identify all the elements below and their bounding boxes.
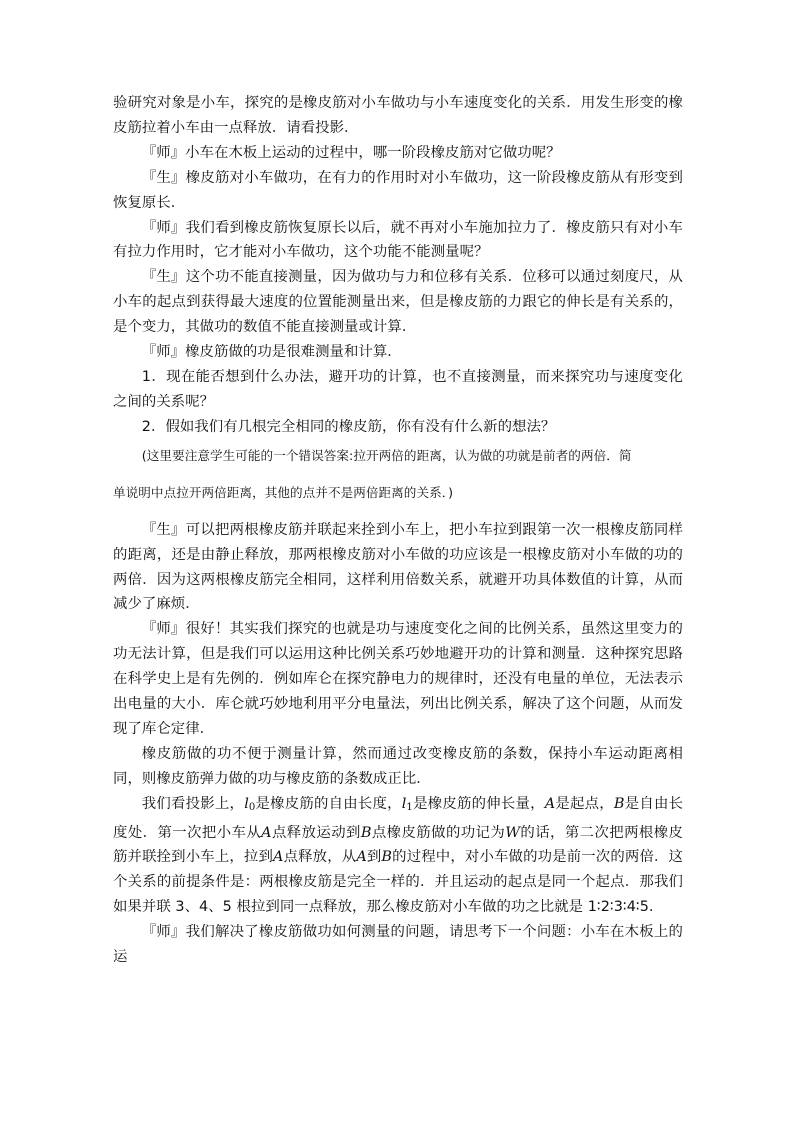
paragraph: 『师』很好！其实我们探究的也就是功与速度变化之间的比例关系，虽然这里变力的功无法计算，但是我们可以运用这种比例关系巧妙地避开功的计算和测量．这种探究思路在科学史上是有先例的．例如库仑在探究静电力的规律时，还没有电量的单位，无法表示出电量的大小．库仑就巧妙地利用平分电量法，列出比例关系，解决了这个问题，从而发现了库仑定律． <box>113 621 683 737</box>
paragraph-with-symbols: 我们看投影上，$l_0$是橡皮筋的自由长度，$l_1$是橡皮筋的伸长量，A是起点，B是自由长度处．第一次把小车从A点释放运动到B点橡皮筋做的功记为W的话，第二次把两根橡皮筋并联拴到小车上，拉到A点释放，从A到B的过程中，对小车做的功是前一次的两倍．这个关系的前提条件是：两根橡皮筋是完全一样的．并且运动的起点是同一个起点．那我们如果并联 3、4、5 根拉到同一点释放，那么橡皮筋对小车做的功之比就是 1∶2∶3∶4∶5. <box>113 795 684 916</box>
symbol-B: B <box>613 795 625 812</box>
paragraph: 『生』橡皮筋对小车做功，在有力的作用时对小车做功，这一阶段橡皮筋从有形变到恢复原长． <box>113 169 683 211</box>
document-page <box>113 91 683 970</box>
symbol-A: A <box>544 795 556 812</box>
symbol-A: A <box>261 824 272 841</box>
teacher-note-continued: 单说明中点拉开两倍距离，其他的点并不是两倍距离的关系．) <box>113 484 454 500</box>
symbol-l1: $l_1$ <box>401 795 413 813</box>
paragraph: 『师』我们解决了橡皮筋做功如何测量的问题，请思考下一个问题：小车在木板上的运 <box>113 924 683 966</box>
paragraph: 橡皮筋做的功不便于测量计算，然而通过改变橡皮筋的条数，保持小车运动距离相同，则橡皮筋弹力做的功与橡皮筋的条数成正比． <box>113 745 683 787</box>
symbol-B: B <box>381 849 393 866</box>
symbol-l0: $l_0$ <box>244 795 256 813</box>
paragraph: 『生』可以把两根橡皮筋并联起来拴到小车上，把小车拉到跟第一次一根橡皮筋同样的距离，还是由静止释放，那两根橡皮筋对小车做的功应该是一根橡皮筋对小车做的功的两倍．因为这两根橡皮筋完全相同，这样利用倍数关系，就避开功具体数值的计算，从而减少了麻烦． <box>113 521 683 613</box>
symbol-W: W <box>505 824 521 841</box>
teacher-note: (这里要注意学生可能的一个错误答案:拉开两倍的距离，认为做的功就是前者的两倍．简 <box>141 447 632 463</box>
paragraph: 『师』我们看到橡皮筋恢复原长以后，就不再对小车施加拉力了．橡皮筋只有对小车有拉力作用时，它才能对小车做功，这个功能不能测量呢？ <box>113 219 683 261</box>
symbol-A: A <box>273 849 284 866</box>
paragraph: 『师』小车在木板上运动的过程中，哪一阶段橡皮筋对它做功呢？ <box>141 144 561 161</box>
symbol-B: B <box>360 824 372 841</box>
numbered-question: 1．现在能否想到什么办法，避开功的计算，也不直接测量，而来探究功与速度变化之间的关系呢？ <box>113 368 683 410</box>
paragraph: 验研究对象是小车，探究的是橡皮筋对小车做功与小车速度变化的关系．用发生形变的橡皮筋拉着小车由一点释放．请看投影． <box>113 95 683 136</box>
numbered-question: 2．假如我们有几根完全相同的橡皮筋，你有没有什么新的想法？ <box>141 418 556 435</box>
symbol-A: A <box>356 849 367 866</box>
paragraph: 『师』橡皮筋做的功是很难测量和计算． <box>141 344 402 361</box>
paragraph: 『生』这个功不能直接测量，因为做功与力和位移有关系．位移可以通过刻度尺，从小车的起点到获得最大速度的位置能测量出来，但是橡皮筋的力跟它的伸长是有关系的，是个变力，其做功的数值不能直接测量或计算． <box>113 269 683 336</box>
